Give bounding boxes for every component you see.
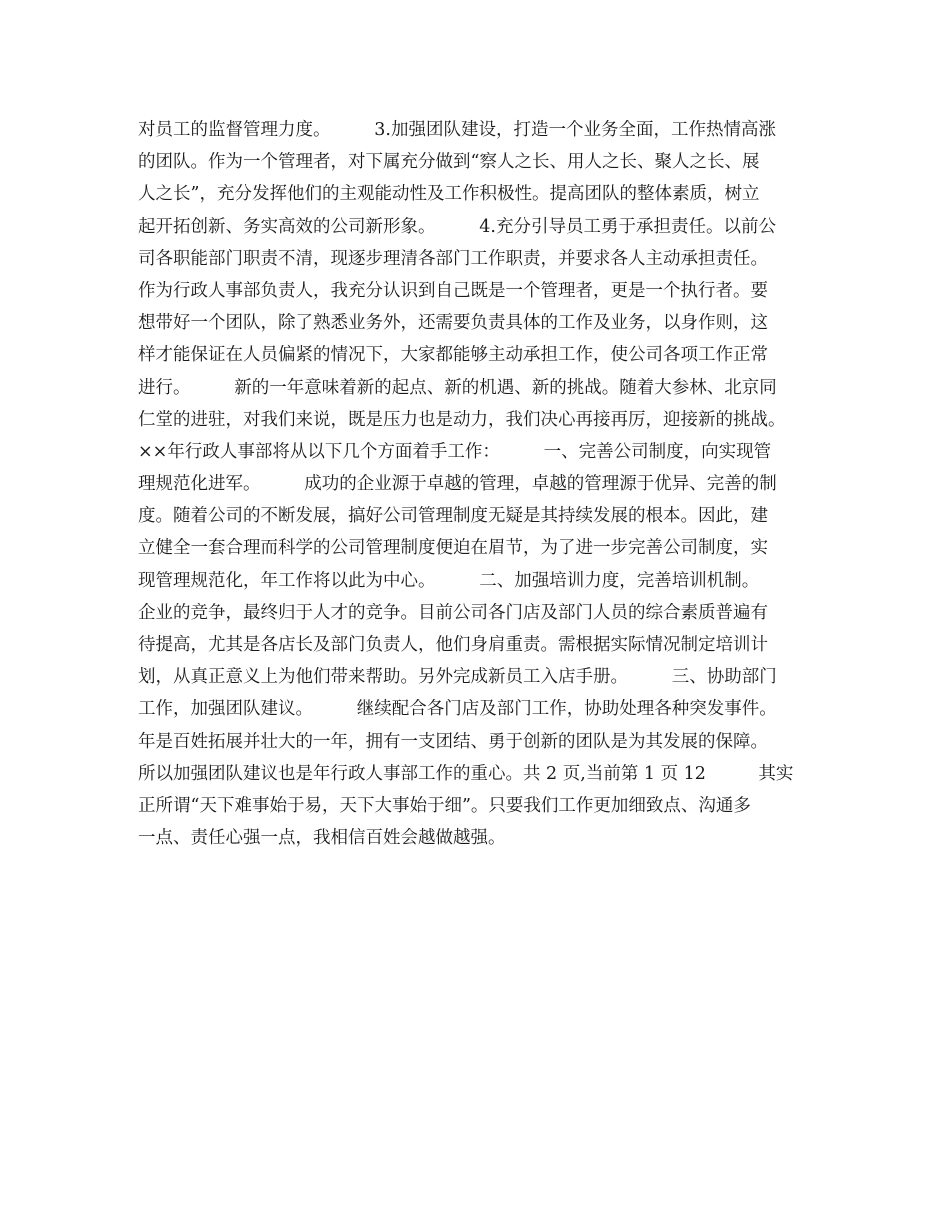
text-line: 想带好一个团队，除了熟悉业务外，还需要负责具体的工作及业务，以身作则，这 bbox=[138, 313, 768, 334]
text-line: 人之长”，充分发挥他们的主观能动性及工作积极性。提高团队的整体素质，树立 bbox=[138, 184, 760, 205]
text-line: 划，从真正意义上为他们带来帮助。另外完成新员工入店手册。 三、协助部门 bbox=[138, 667, 777, 688]
text-line: 理规范化进军。 成功的企业源于卓越的管理，卓越的管理源于优异、完善的制 bbox=[138, 474, 777, 495]
text-line: 正所谓“天下难事始于易，天下大事始于细”。只要我们工作更加细致点、沟通多 bbox=[138, 795, 751, 816]
text-line: ××年行政人事部将从以下几个方面着手工作： 一、完善公司制度，向实现管 bbox=[138, 441, 772, 462]
text-line: 的团队。作为一个管理者，对下属充分做到“察人之长、用人之长、聚人之长、展 bbox=[138, 152, 760, 173]
text-line: 企业的竞争，最终归于人才的竞争。目前公司各门店及部门人员的综合素质普遍有 bbox=[138, 602, 768, 623]
text-line: 起开拓创新、务实高效的公司新形象。 4.充分引导员工勇于承担责任。以前公 bbox=[138, 216, 776, 237]
body-text bbox=[138, 114, 828, 854]
text-line: 对员工的监督管理力度。 3.加强团队建设，打造一个业务全面，工作热情高涨 bbox=[138, 120, 776, 140]
text-line: 待提高，尤其是各店长及部门负责人，他们身肩重责。需根据实际情况制定培训计 bbox=[138, 635, 768, 655]
text-line: 现管理规范化，年工作将以此为中心。 二、加强培训力度，完善培训机制。 bbox=[138, 570, 760, 591]
text-line: 立健全一套合理而科学的公司管理制度便迫在眉节，为了进一步完善公司制度，实 bbox=[138, 538, 768, 559]
text-line: 司各职能部门职责不清，现逐步理清各部门工作职责，并要求各人主动承担责任。 bbox=[138, 248, 768, 269]
text-line: 所以加强团队建议也是年行政人事部工作的重心。共 2 页,当前第 1 页 12 其实 bbox=[138, 763, 794, 784]
text-line: 样才能保证在人员偏紧的情况下，大家都能够主动承担工作，使公司各项工作正常 bbox=[138, 345, 768, 366]
text-line: 作为行政人事部负责人，我充分认识到自己既是一个管理者，更是一个执行者。要 bbox=[138, 280, 768, 301]
text-line: 一点、责任心强一点，我相信百姓会越做越强。 bbox=[138, 828, 506, 849]
text-line: 年是百姓拓展并壮大的一年，拥有一支团结、勇于创新的团队是为其发展的保障。 bbox=[138, 731, 768, 752]
text-line: 进行。 新的一年意味着新的起点、新的机遇、新的挑战。随着大参林、北京同 bbox=[138, 377, 777, 398]
text-line: 仁堂的进驻，对我们来说，既是压力也是动力，我们决心再接再厉，迎接新的挑战。 bbox=[138, 409, 786, 430]
text-line: 工作，加强团队建议。 继续配合各门店及部门工作，协助处理各种突发事件。 bbox=[138, 699, 777, 720]
text-line: 度。随着公司的不断发展，搞好公司管理制度无疑是其持续发展的根本。因此，建 bbox=[138, 506, 768, 527]
